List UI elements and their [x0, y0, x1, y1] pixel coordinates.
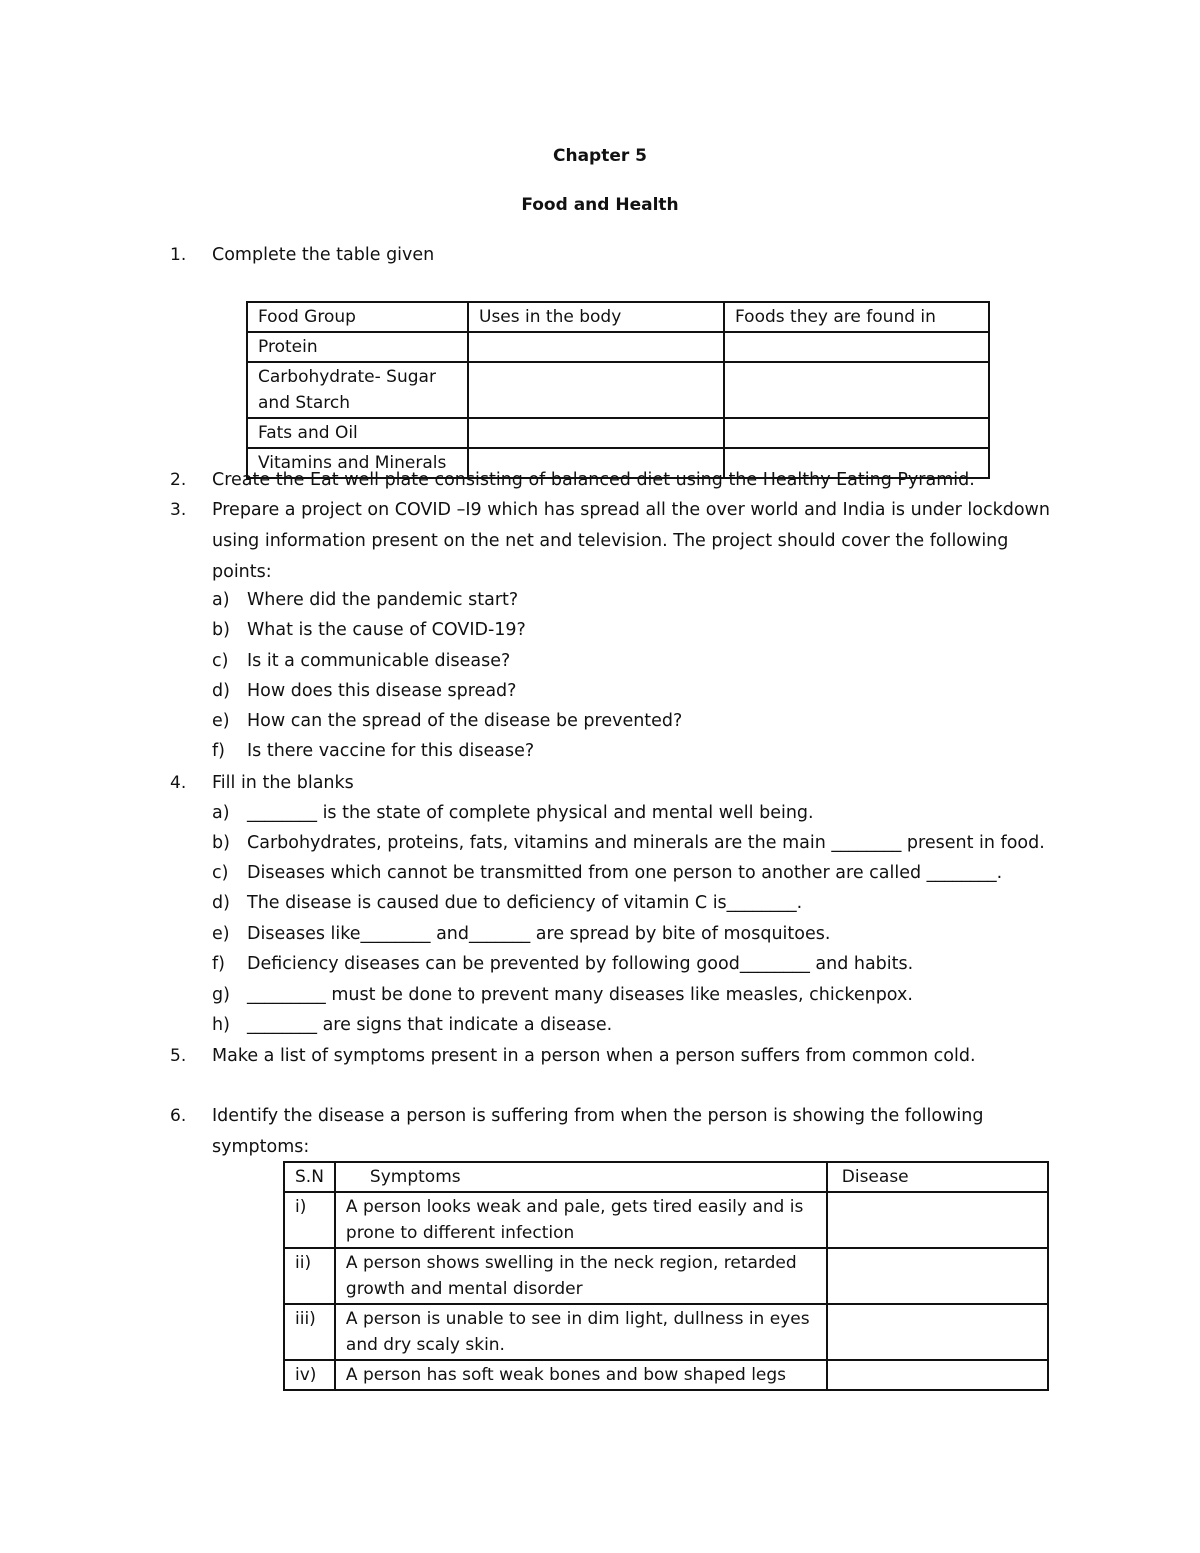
table-cell-blank[interactable]	[827, 1360, 1048, 1390]
chapter-heading: Chapter 5	[552, 146, 647, 166]
table-cell: A person shows swelling in the neck region, retarded growth and mental disorder	[335, 1248, 827, 1304]
question-number: 6.	[170, 1106, 187, 1126]
question-number: 4.	[170, 773, 187, 793]
table-cell: A person has soft weak bones and bow shaped legs	[335, 1360, 827, 1390]
table-header-cell: Symptoms	[335, 1162, 827, 1192]
question-text: Complete the table given	[212, 245, 435, 265]
table-header-cell: Uses in the body	[468, 302, 724, 332]
table-header-row	[284, 1162, 1048, 1192]
page-title: Food and Health	[521, 195, 679, 215]
table-row	[284, 1360, 1048, 1390]
question-number: 5.	[170, 1046, 187, 1066]
table-cell: Vitamins and Minerals	[247, 448, 468, 478]
table-cell: Fats and Oil	[247, 418, 468, 448]
table-header-row	[247, 302, 989, 332]
table-header-cell: Foods they are found in	[724, 302, 989, 332]
table-row	[284, 1248, 1048, 1304]
table-cell: A person looks weak and pale, gets tired easily and is prone to different infection	[335, 1192, 827, 1248]
table-cell-blank[interactable]	[827, 1304, 1048, 1360]
question-number: 2.	[170, 470, 187, 490]
table-cell: i)	[284, 1192, 335, 1248]
question-text: Make a list of symptoms present in a person when a person suffers from common cold.	[212, 1046, 976, 1066]
table-header-cell: Food Group	[247, 302, 468, 332]
question-text: Create the Eat well plate consisting of balanced diet using the Healthy Eating Pyramid.	[212, 470, 975, 490]
table-header-cell: S.N	[284, 1162, 335, 1192]
table-cell-blank[interactable]	[724, 418, 989, 448]
food-group-table	[246, 301, 990, 479]
table-cell-blank[interactable]	[468, 332, 724, 362]
worksheet-page: Chapter 5 Food and Health 1. Complete the table given Food Group Uses in the body Foods they are found in Protein Carbohydrate- Sugar and Starch Fats and Oil Vitamins and Minerals 2. Create the Eat well plate consisting of balanced diet using the Healthy Eating Pyramid. 3. Prepare a project on COVID –I9 which has spread all the over world and India is under lockdown using information present on the net and television. The project should cover the following points: a) Where did the pandemic start? b) What is the cause of COVID-19? c) Is it a communicable disease? d) How does this disease spread? e) How can the spread of the disease be prevented? f) Is there vaccine for this disease? 4. Fill in the blanks a) ________ is the state of complete physical and mental well being. b) Carbohydrates, proteins, fats, vitamins and minerals are the main ________ present in food. c) Diseases which cannot be transmitted from one person to another are called ________. d) The disease is caused due to deficiency of vitamin C is________. e) Diseases like________ and_______ are spread by bite of mosquitoes. f) Deficiency diseases can be prevented by following good________ and habits. g) _________ must be done to prevent many diseases like measles, chickenpox. h) ________ are signs that indicate a disease. 5. Make a list of symptoms present in a person when a person suffers from common cold. 6. Identify the disease a person is suffering from when the person is showing the following symptoms: S.N Symptoms Disease i) A person looks weak and pale, gets tired easily and is prone to different infection ii) A person shows swelling in the neck region, retarded growth and mental disorder iii) A person is unable to see in dim light, dullness in eyes and dry scaly skin. iv) A person has soft weak bones and bow shaped legs	[0, 0, 1200, 1553]
table-cell: iv)	[284, 1360, 335, 1390]
question-number: 3.	[170, 500, 187, 520]
table-cell-blank[interactable]	[468, 362, 724, 418]
table-row	[284, 1304, 1048, 1360]
symptoms-table	[283, 1161, 1049, 1391]
table-row	[247, 332, 989, 362]
question-number: 1.	[170, 245, 187, 265]
table-row	[247, 362, 989, 418]
table-row	[284, 1192, 1048, 1248]
table-cell: A person is unable to see in dim light, dullness in eyes and dry scaly skin.	[335, 1304, 827, 1360]
table-cell: iii)	[284, 1304, 335, 1360]
table-cell-blank[interactable]	[827, 1248, 1048, 1304]
question-text: Prepare a project on COVID –I9 which has spread all the over world and India is under lockdown using information present on the net and television. The project should cover the following points:	[212, 500, 1050, 582]
table-cell-blank[interactable]	[724, 362, 989, 418]
question-text: Fill in the blanks	[212, 773, 354, 793]
question-text: Identify the disease a person is suffering from when the person is showing the following symptoms:	[212, 1106, 984, 1157]
table-cell-blank[interactable]	[827, 1192, 1048, 1248]
table-header-cell: Disease	[827, 1162, 1048, 1192]
table-cell-blank[interactable]	[468, 418, 724, 448]
table-cell: ii)	[284, 1248, 335, 1304]
table-cell-blank[interactable]	[724, 332, 989, 362]
table-cell: Protein	[247, 332, 468, 362]
table-cell: Carbohydrate- Sugar and Starch	[247, 362, 468, 418]
table-row	[247, 418, 989, 448]
